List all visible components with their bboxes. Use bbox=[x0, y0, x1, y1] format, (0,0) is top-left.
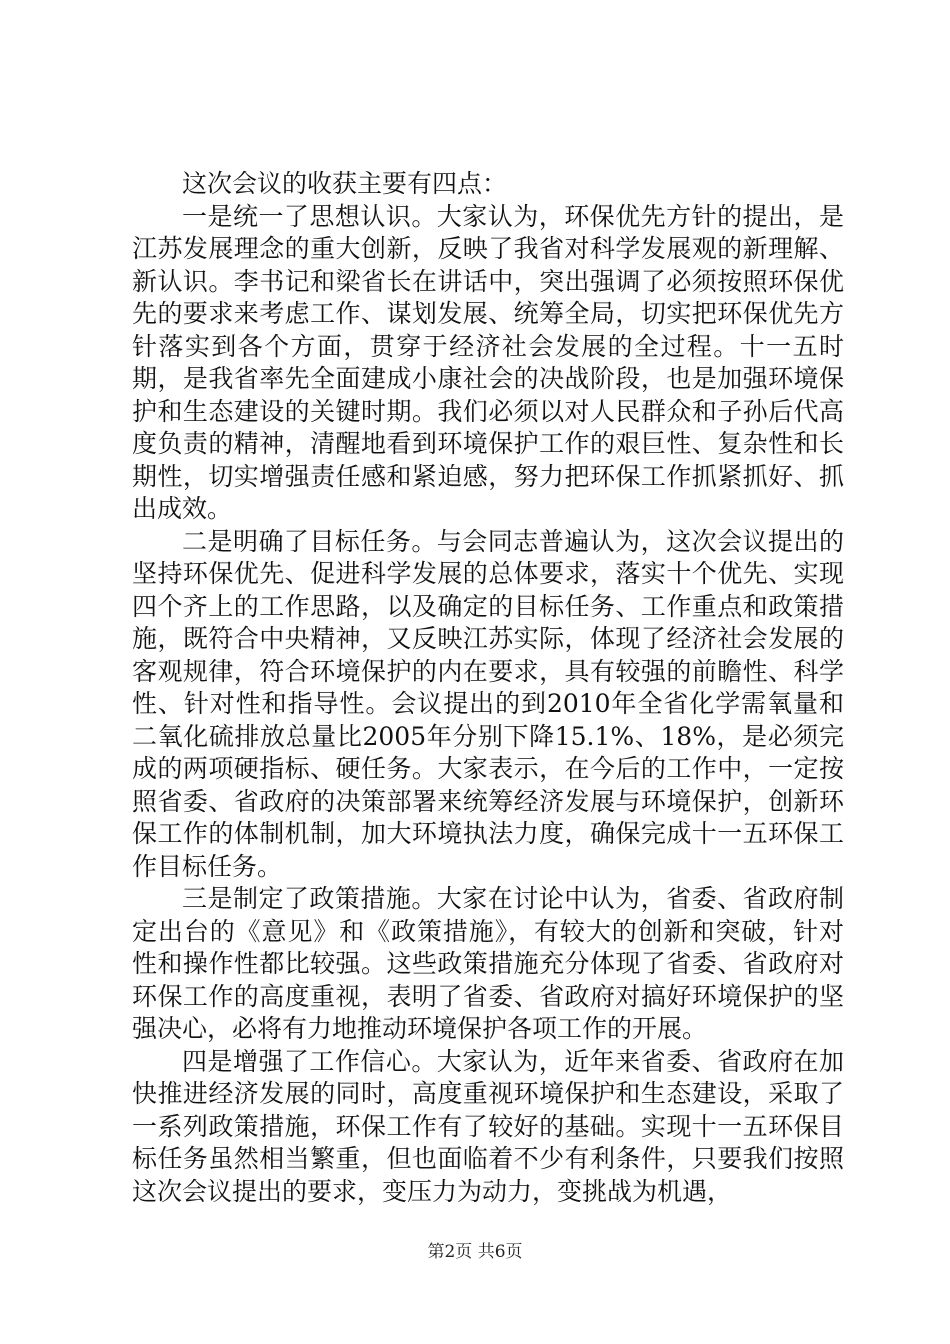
page-footer bbox=[0, 1240, 950, 1264]
document-body bbox=[132, 168, 844, 1208]
paragraph-intro: 这次会议的收获主要有四点： bbox=[182, 169, 508, 198]
paragraph-point-four: 四是增强了工作信心。大家认为，近年来省委、省政府在加快推进经济发展的同时，高度重视环境保护和生态建设，采取了一系列政策措施，环保工作有了较好的基础。实现十一五环保目标任务虽然相当繁重，但也面临着不少有利条件，只要我们按照这次会议提出的要求，变压力为动力，变挑战为机遇， bbox=[132, 1046, 844, 1206]
page-number-label: 第2页 共6页 bbox=[427, 1242, 523, 1262]
paragraph-point-one: 一是统一了思想认识。大家认为，环保优先方针的提出，是江苏发展理念的重大创新，反映了我省对科学发展观的新理解、新认识。李书记和梁省长在讲话中，突出强调了必须按照环保优先的要求来考虑工作、谋划发展、统筹全局，切实把环保优先方针落实到各个方面，贯穿于经济社会发展的全过程。十一五时期，是我省率先全面建成小康社会的决战阶段，也是加强环境保护和生态建设的关键时期。我们必须以对人民群众和子孙后代高度负责的精神，清醒地看到环境保护工作的艰巨性、复杂性和长期性，切实增强责任感和紧迫感，努力把环保工作抓紧抓好、抓出成效。 bbox=[132, 201, 844, 523]
paragraph-point-two: 二是明确了目标任务。与会同志普遍认为，这次会议提出的坚持环保优先、促进科学发展的总体要求，落实十个优先、实现四个齐上的工作思路，以及确定的目标任务、工作重点和政策措施，既符合中央精神，又反映江苏实际，体现了经济社会发展的客观规律，符合环境保护的内在要求，具有较强的前瞻性、科学性、针对性和指导性。会议提出的到2010年全省化学需氧量和二氧化硫排放总量比2005年分别下降15.1%、18%，是必须完成的两项硬指标、硬任务。大家表示，在今后的工作中，一定按照省委、省政府的决策部署来统筹经济发展与环境保护，创新环保工作的体制机制，加大环境执法力度，确保完成十一五环保工作目标任务。 bbox=[132, 526, 844, 881]
paragraph-point-three: 三是制定了政策措施。大家在讨论中认为，省委、省政府制定出台的《意见》和《政策措施》，有较大的创新和突破，针对性和操作性都比较强。这些政策措施充分体现了省委、省政府对环保工作的高度重视，表明了省委、省政府对搞好环境保护的坚强决心，必将有力地推动环境保护各项工作的开展。 bbox=[132, 884, 844, 1043]
